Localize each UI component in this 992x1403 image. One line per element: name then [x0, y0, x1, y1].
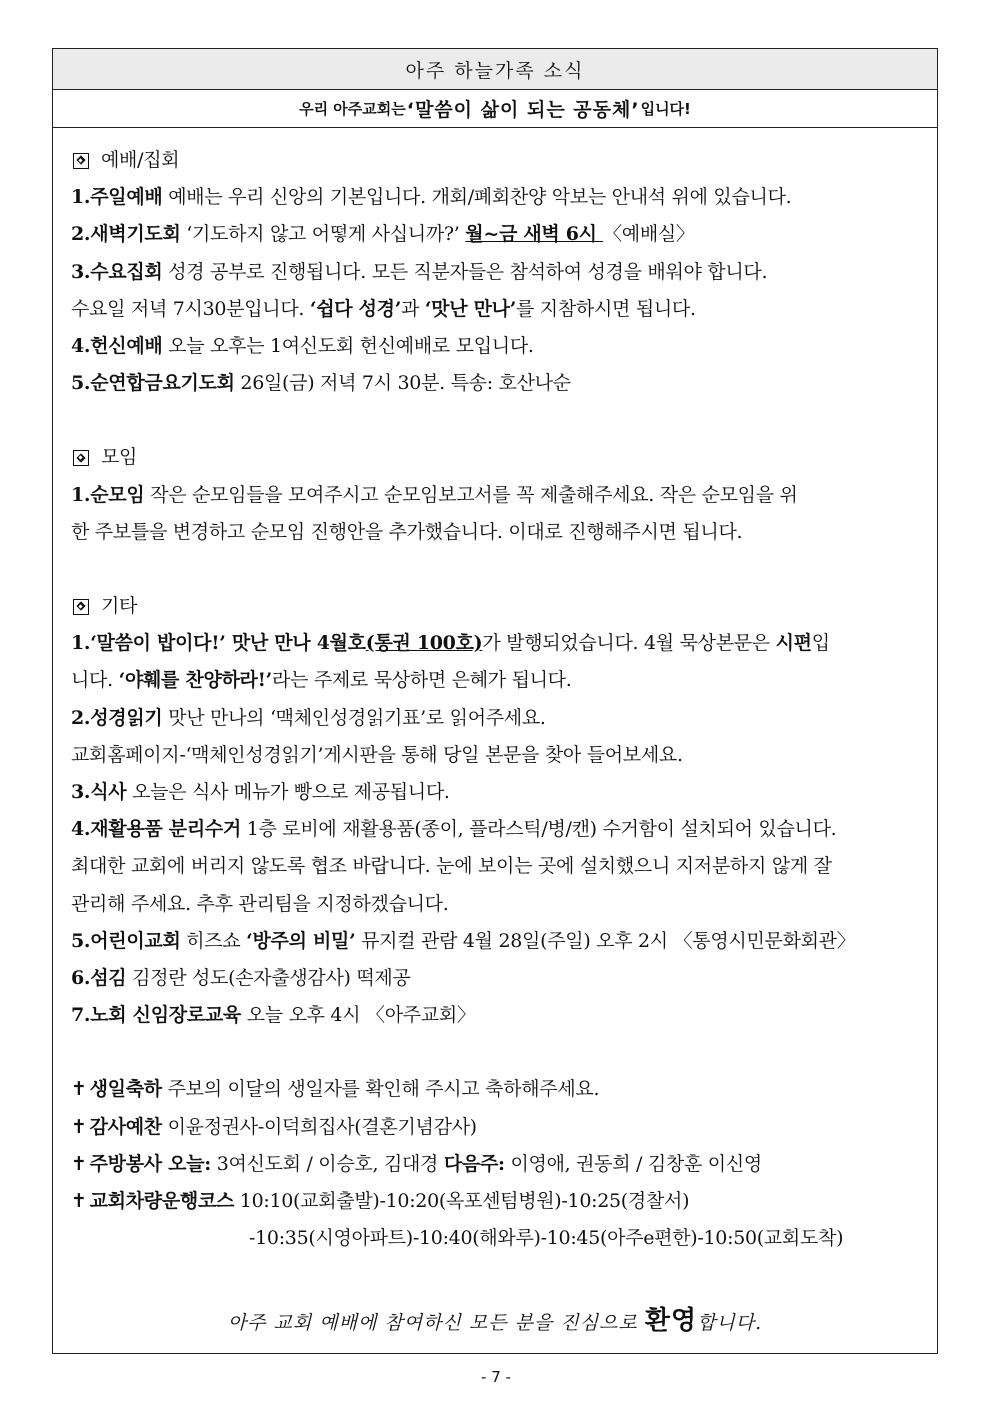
page-title-text: 아주 하늘가족 소식 — [405, 59, 585, 82]
subtitle-motto: ‘말씀이 삶이 되는 공동체’ — [406, 99, 640, 121]
etc-item-4-cont2: 관리해 주세요. 추후 관리팀을 지정하겠습니다. — [71, 892, 449, 915]
etc-item-5: 5.어린이교회 히즈쇼 ‘방주의 비밀’ 뮤지컬 관람 4월 28일(주일) 오후 2시 〈통영시민문화회관〉 — [71, 929, 856, 952]
notice-vehicle-cont: -10:35(시영아파트)-10:40(해와루)-10:45(아주e편한)-10:50(교회도착) — [249, 1227, 844, 1250]
meeting-item-1: 1.순모임 작은 순모임들을 모여주시고 순모임보고서를 꼭 제출해주세요. 작은 순모임을 위 — [71, 483, 798, 506]
etc-item-4-cont1: 최대한 교회에 버리지 않도록 협조 바랍니다. 눈에 보이는 곳에 설치했으니 지저분하지 않게 잘 — [71, 855, 832, 878]
worship-item-5: 5.순연합금요기도회 26일(금) 저녁 7시 30분. 특송: 호산나순 — [71, 372, 571, 395]
section-heading-worship: 예배/집회 — [71, 142, 925, 179]
etc-item-6: 6.섬김 김정란 성도(손자출생감사) 떡제공 — [71, 967, 411, 990]
welcome-word: 환영 — [644, 1306, 698, 1336]
subtitle-pre: 우리 아주교회는 — [299, 100, 406, 118]
worship-item-3-cont: 수요일 저녁 7시30분입니다. ‘쉽다 성경’과 ‘맛난 만나’를 지참하시면 됩니다. — [71, 297, 696, 320]
section-heading-etc: 기타 — [71, 588, 925, 625]
page-subtitle — [53, 90, 937, 128]
etc-item-1-cont: 니다. ‘야훼를 찬양하라!’라는 주제로 묵상하면 은혜가 됩니다. — [71, 669, 572, 692]
notice-birthday: ✝ 생일축하 주보의 이달의 생일자를 확인해 주시고 축하해주세요. — [71, 1078, 600, 1101]
bulletin-frame — [52, 48, 938, 1354]
diamond-box-icon — [73, 599, 89, 615]
etc-item-2: 2.성경읽기 맛난 만나의 ‘맥체인성경읽기표’로 읽어주세요. — [71, 706, 546, 729]
page-number: - 7 - — [481, 1368, 511, 1386]
meeting-item-1-cont: 한 주보틀을 변경하고 순모임 진행안을 추가했습니다. 이대로 진행해주시면 됩니다. — [71, 520, 743, 543]
notice-vehicle: ✝ 교회차량운행코스 10:10(교회출발)-10:20(옥포센텀병원)-10:25(경찰서) — [71, 1190, 690, 1213]
etc-item-1: 1.‘말씀이 밥이다!’ 맛난 만나 4월호(통권 100호)가 발행되었습니다. 4월 묵상본문은 시편입 — [71, 632, 830, 655]
subtitle-post: 입니다! — [640, 100, 691, 118]
cross-icon: ✝ — [71, 1152, 87, 1175]
section-heading-meeting: 모임 — [71, 439, 925, 476]
page-title — [53, 49, 937, 90]
worship-item-2: 2.새벽기도회 ‘기도하지 않고 어떻게 사십니까?’ 월~금 새벽 6시 〈예배실〉 — [71, 223, 695, 246]
diamond-box-icon — [73, 450, 89, 466]
closing-message: 아주 교회 예배에 참여하신 모든 분을 진심으로 환영합니다. — [227, 1306, 763, 1336]
etc-item-2-cont: 교회홈페이지-‘맥체인성경읽기’게시판을 통해 당일 본문을 찾아 들어보세요. — [71, 743, 683, 766]
etc-item-3: 3.식사 오늘은 식사 메뉴가 빵으로 제공됩니다. — [71, 781, 450, 804]
etc-item-7: 7.노회 신임장로교육 오늘 오후 4시 〈아주교회〉 — [71, 1004, 476, 1027]
worship-item-3: 3.수요집회 성경 공부로 진행됩니다. 모든 직분자들은 참석하여 성경을 배워야 합니다. — [71, 260, 768, 283]
content-body — [53, 128, 937, 1257]
notice-kitchen: ✝ 주방봉사 오늘: 3여신도회 / 이승호, 김대경 다음주: 이영애, 권동희 / 김창훈 이신영 — [71, 1152, 762, 1175]
cross-icon: ✝ — [71, 1190, 87, 1213]
worship-item-4: 4.헌신예배 오늘 오후는 1여신도회 헌신예배로 모입니다. — [71, 335, 534, 358]
cross-icon: ✝ — [71, 1078, 87, 1101]
notice-thanks: ✝ 감사예찬 이윤정권사-이덕희집사(결혼기념감사) — [71, 1115, 477, 1138]
etc-item-4: 4.재활용품 분리수거 1층 로비에 재활용품(종이, 플라스틱/병/캔) 수거함이 설치되어 있습니다. — [71, 818, 837, 841]
diamond-box-icon — [73, 153, 89, 169]
worship-item-1: 1.주일예배 예배는 우리 신앙의 기본입니다. 개회/폐회찬양 악보는 안내석 위에 있습니다. — [71, 186, 792, 209]
cross-icon: ✝ — [71, 1115, 87, 1138]
